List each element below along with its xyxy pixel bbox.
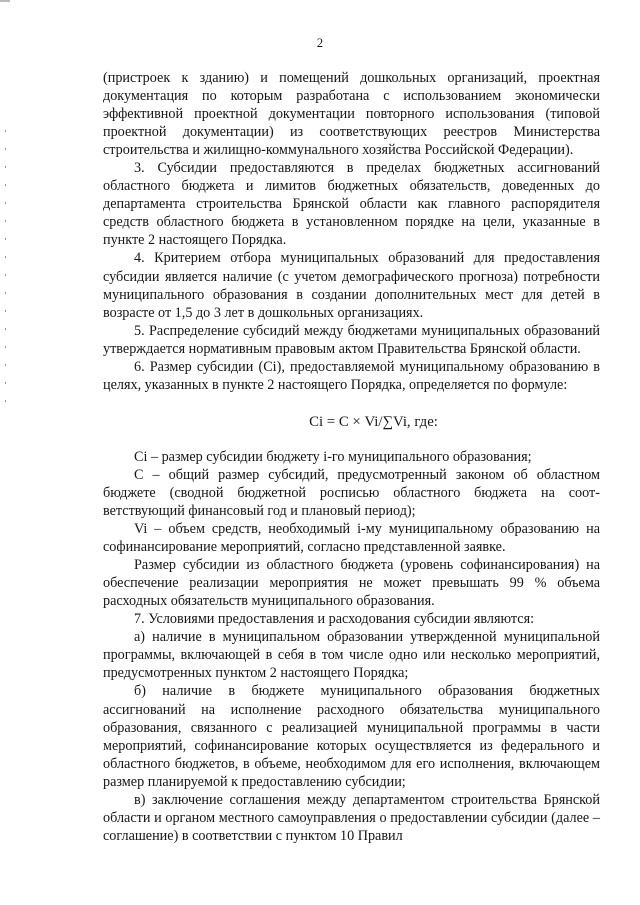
- paragraph-item-7: 7. Условиями предоставления и расходования субсидии являются:: [134, 611, 535, 628]
- page-number: 2: [316, 36, 324, 50]
- document-body: [103, 69, 600, 845]
- subsidy-formula: Ci = С × Vi/∑Vi, где:: [309, 413, 438, 430]
- paragraph-continuation: (пристроек к зданию) и помещений дошкольных организаций, проектная документация по которым разработана с использованием экономически эффективной проектной документации повторного использования (типовой проектной документации) из соответствующих реестров Министерства строительства и жилищно-коммунального хозяйства Российской Федерации).: [103, 70, 600, 159]
- paragraph-cofinancing-level: Размер субсидии из областного бюджета (уровень софинансирования) на обеспечение реализации мероприятия не может превышать 99 % объема расходных обязательств муниципального образования.: [103, 557, 600, 610]
- condition-a: а) наличие в муниципальном образовании утвержденной муниципальной программы, включающей в себя в том числе одно или несколько мероприятий, предусмотренных пунктом 2 настоящего Порядка;: [103, 629, 600, 682]
- paragraph-item-3: 3. Субсидии предоставляются в пределах бюджетных ассигнований областного бюджета и лимитов бюджетных обязательств, доведенных до департамента строительства Брянской области как главного распорядителя средств областного бюджета в установленном порядке на цели, указанные в пункте 2 настоящего Порядка.: [103, 160, 600, 249]
- paragraph-item-4: 4. Критерием отбора муниципальных образований для предоставления субсидии является наличие (с учетом демографического прогноза) потребности муниципального образования в создании дополнительных мест для детей в возрасте от 1,5 до 3 лет в дошкольных организациях.: [103, 250, 600, 321]
- paragraph-item-6: 6. Размер субсидии (Ci), предоставляемой муниципальному образованию в целях, указанных в пункте 2 настоящего Порядка, определяется по формуле:: [103, 358, 600, 393]
- binding-marks: [0, 0, 9, 905]
- definition-c: С – общий размер субсидий, предусмотренный законом об областном бюджете (сводной бюджетной росписью областного бюджета на соответствующий финансовый год и плановый период);: [103, 466, 600, 519]
- condition-b: б) наличие в бюджете муниципального образования бюджетных ассигнований на исполнение расходного обязательства муниципального образования, связанного с реализацией муниципальной программы в части мероприятий, софинансирование которых осуществляется из федерального и областного бюджетов, в объеме, необходимом для его исполнения, включающем размер планируемой к предоставлению субсидии;: [103, 683, 600, 790]
- paragraph-item-5: 5. Распределение субсидий между бюджетами муниципальных образований утверждается нормативным правовым актом Правительства Брянской области.: [103, 322, 600, 357]
- definition-ci: Ci – размер субсидии бюджету i-го муниципального образования;: [134, 448, 532, 465]
- condition-v: в) заключение соглашения между департаментом строительства Брянской области и органом местного самоуправления о предоставлении субсидии (далее – соглашение) в соответствии с пунктом 10 Правил: [103, 791, 600, 844]
- definition-vi: Vi – объем средств, необходимый i-му муниципальному образованию на софинансирование мероприятий, согласно представленной заявке.: [103, 521, 600, 556]
